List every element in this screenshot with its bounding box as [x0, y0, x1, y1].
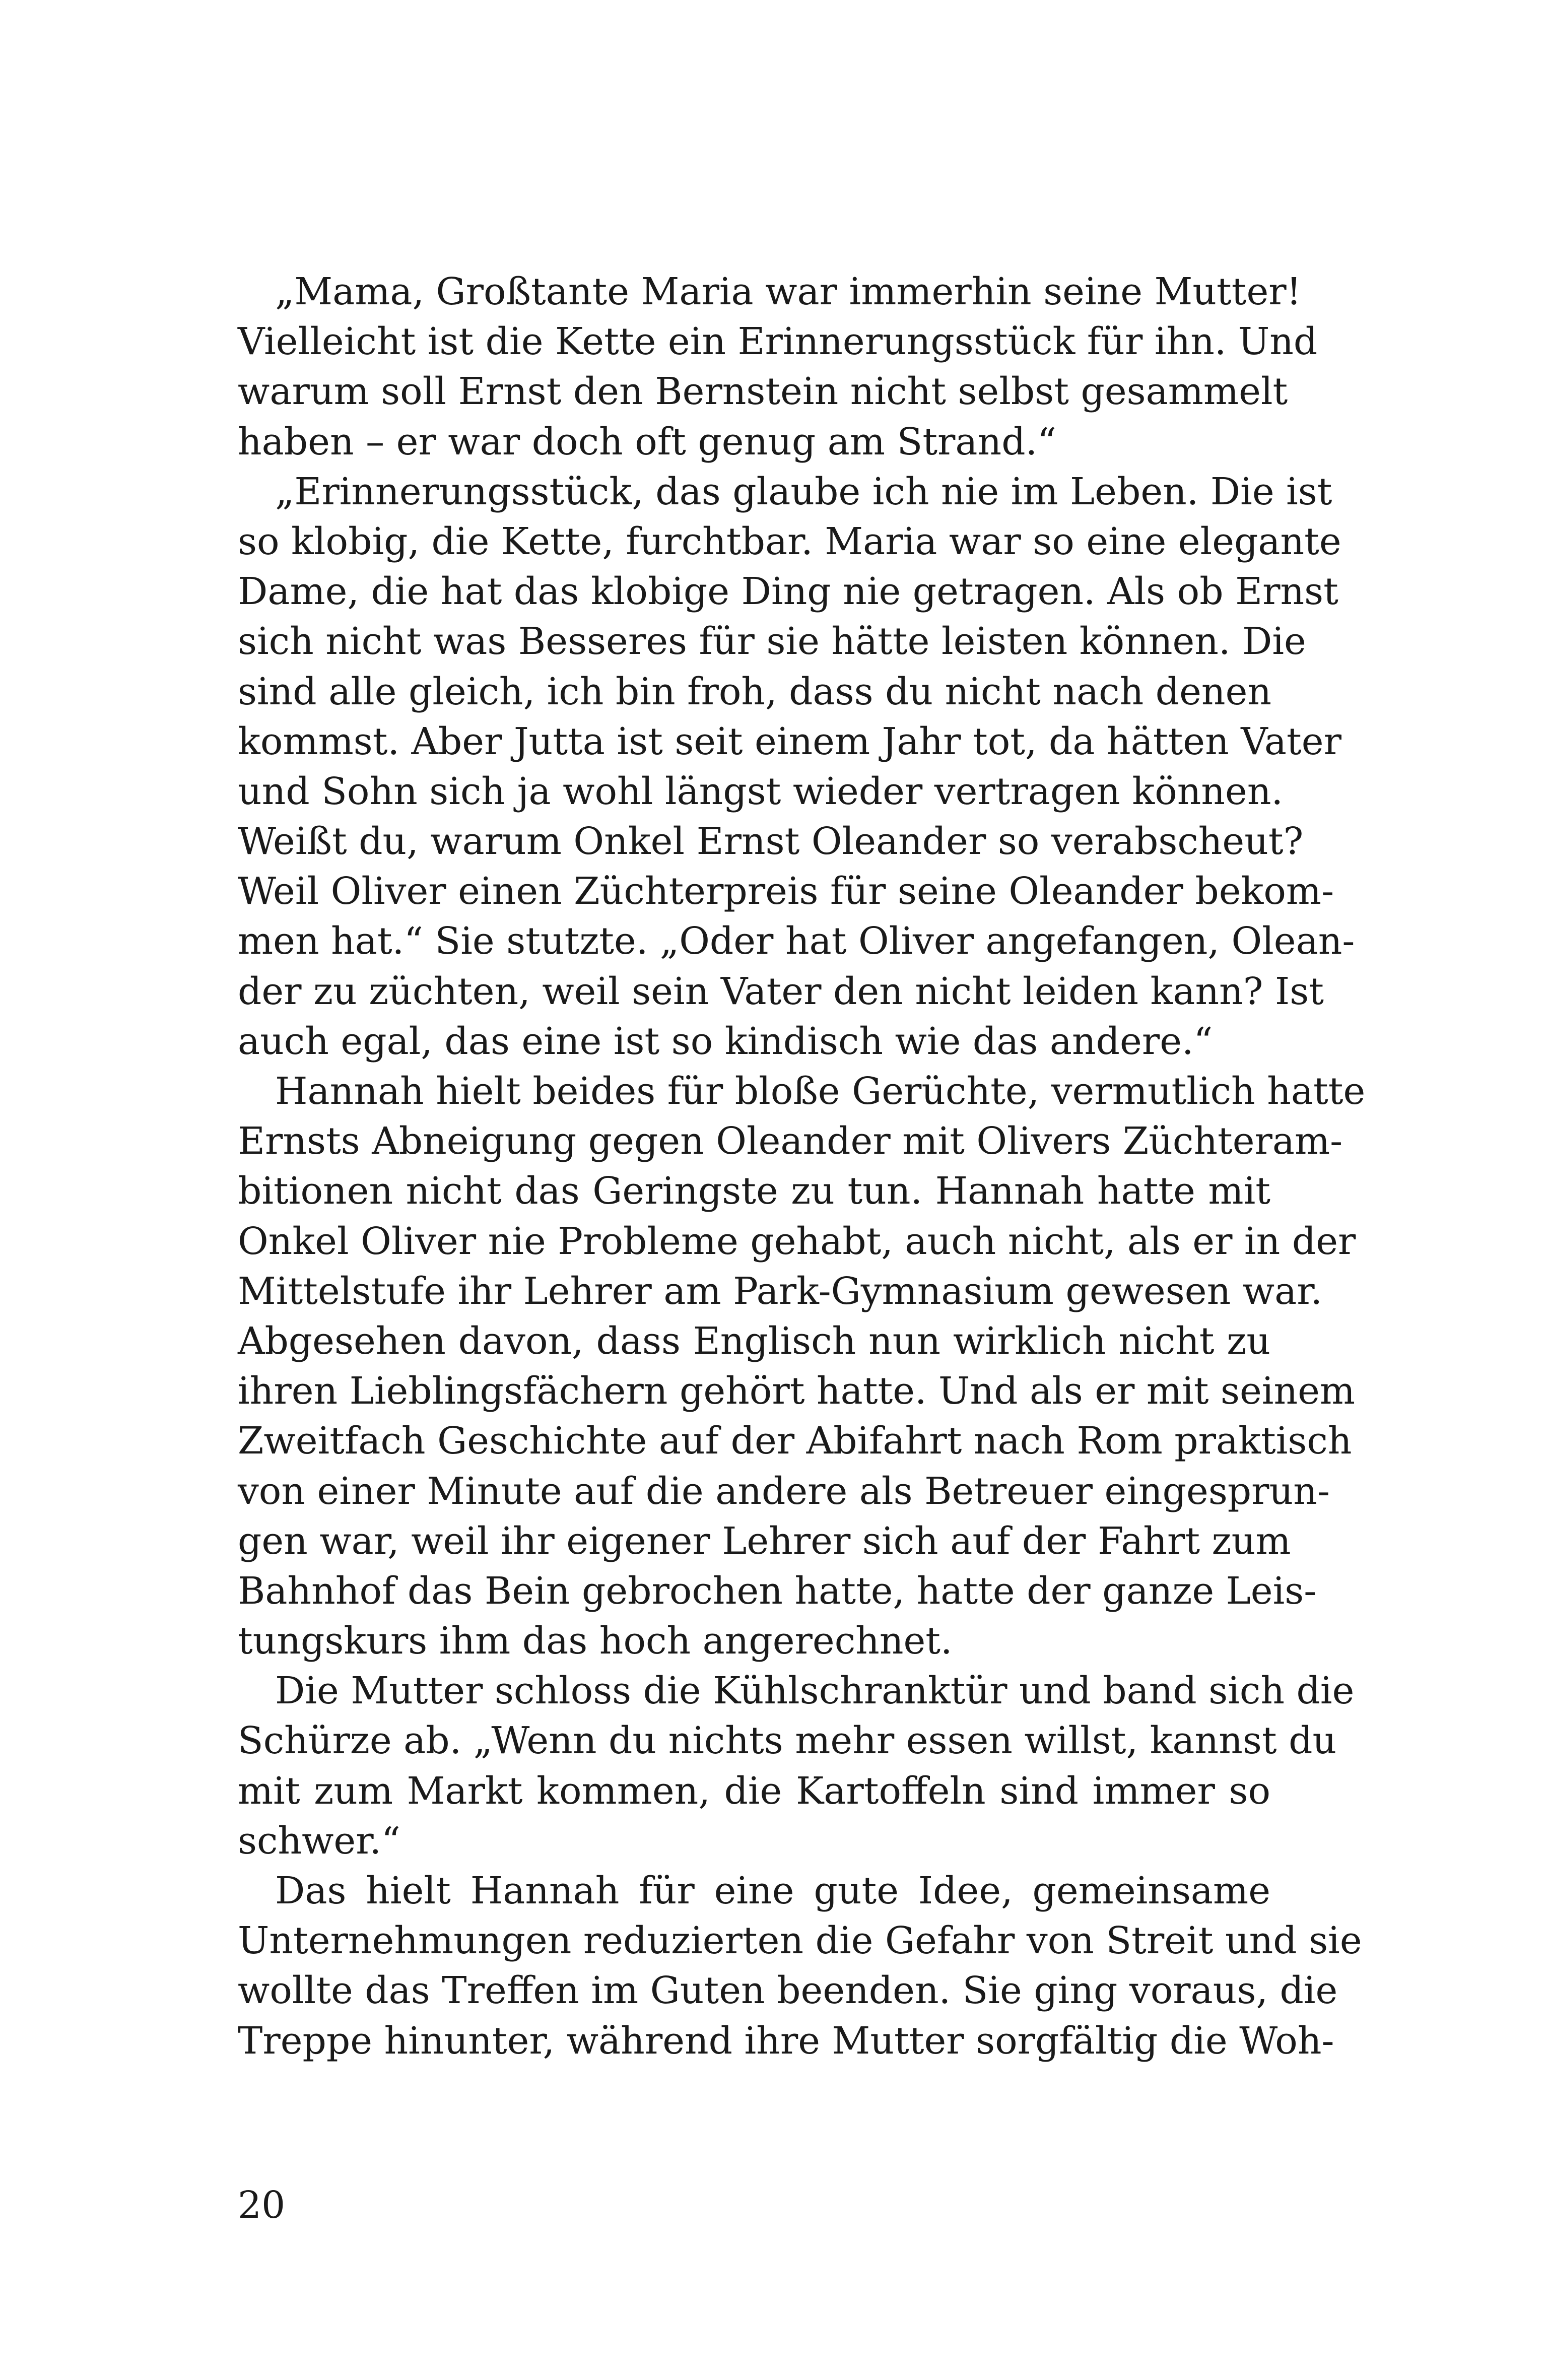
text-line: von einer Minute auf die andere als Betreuer eingesprun- — [238, 1469, 1330, 1513]
text-line: Weil Oliver einen Züchterpreis für seine Oleander bekom- — [238, 870, 1334, 913]
text-line: wollte das Treffen im Guten beenden. Sie ging voraus, die — [238, 1969, 1338, 2013]
body-text — [238, 267, 1366, 2066]
text-line: Mittelstufe ihr Lehrer am Park-Gymnasium gewesen war. — [238, 1269, 1322, 1313]
text-line: mit zum Markt kommen, die Kartoffeln sind immer so — [238, 1769, 1270, 1813]
text-line: Onkel Oliver nie Probleme gehabt, auch nicht, als er in der — [238, 1219, 1356, 1263]
text-line: Treppe hinunter, während ihre Mutter sorgfältig die Woh- — [238, 2019, 1334, 2063]
text-line: sind alle gleich, ich bin froh, dass du nicht nach denen — [238, 670, 1272, 713]
text-line: kommst. Aber Jutta ist seit einem Jahr tot, da hätten Vater — [238, 719, 1341, 763]
text-line: Bahnhof das Bein gebrochen hatte, hatte der ganze Leis- — [238, 1569, 1317, 1613]
text-line: „Erinnerungsstück, das glaube ich nie im Leben. Die ist — [275, 470, 1332, 513]
text-line: haben – er war doch oft genug am Strand.“ — [238, 420, 1056, 464]
text-line: Die Mutter schloss die Kühlschranktür und band sich die — [275, 1669, 1355, 1713]
text-line: so klobig, die Kette, furchtbar. Maria war so eine elegante — [238, 519, 1341, 563]
text-line: „Mama, Großtante Maria war immerhin seine Mutter! — [275, 270, 1302, 313]
text-line: Zweitfach Geschichte auf der Abifahrt nach Rom praktisch — [238, 1419, 1352, 1463]
text-line: Schürze ab. „Wenn du nichts mehr essen willst, kannst du — [238, 1719, 1337, 1763]
text-line: men hat.“ Sie stutzte. „Oder hat Oliver angefangen, Olean- — [238, 919, 1355, 963]
text-line: Das hielt Hannah für eine gute Idee, gemeinsame — [275, 1869, 1270, 1912]
text-line: und Sohn sich ja wohl längst wieder vertragen können. — [238, 769, 1284, 813]
text-line: Unternehmungen reduzierten die Gefahr von Streit und sie — [238, 1919, 1362, 1963]
text-line: auch egal, das eine ist so kindisch wie das andere.“ — [238, 1019, 1213, 1063]
text-line: Hannah hielt beides für bloße Gerüchte, vermutlich hatte — [275, 1070, 1366, 1113]
text-line: bitionen nicht das Geringste zu tun. Hannah hatte mit — [238, 1169, 1270, 1213]
text-line: sich nicht was Besseres für sie hätte leisten können. Die — [238, 620, 1306, 664]
text-line: Weißt du, warum Onkel Ernst Oleander so verabscheut? — [238, 820, 1304, 864]
text-line: warum soll Ernst den Bernstein nicht selbst gesammelt — [238, 370, 1288, 414]
text-line: schwer.“ — [238, 1819, 400, 1863]
page-number: 20 — [238, 2184, 286, 2227]
text-line: Dame, die hat das klobige Ding nie getragen. Als ob Ernst — [238, 570, 1338, 614]
text-line: Vielleicht ist die Kette ein Erinnerungsstück für ihn. Und — [238, 320, 1318, 364]
text-line: Ernsts Abneigung gegen Oleander mit Olivers Züchteram- — [238, 1119, 1343, 1163]
text-line: ihren Lieblingsfächern gehört hatte. Und als er mit seinem — [238, 1369, 1356, 1413]
text-line: der zu züchten, weil sein Vater den nicht leiden kann? Ist — [238, 969, 1324, 1013]
text-line: Abgesehen davon, dass Englisch nun wirklich nicht zu — [238, 1319, 1270, 1363]
text-line: tungskurs ihm das hoch angerechnet. — [238, 1619, 953, 1663]
text-line: gen war, weil ihr eigener Lehrer sich auf der Fahrt zum — [238, 1519, 1291, 1563]
